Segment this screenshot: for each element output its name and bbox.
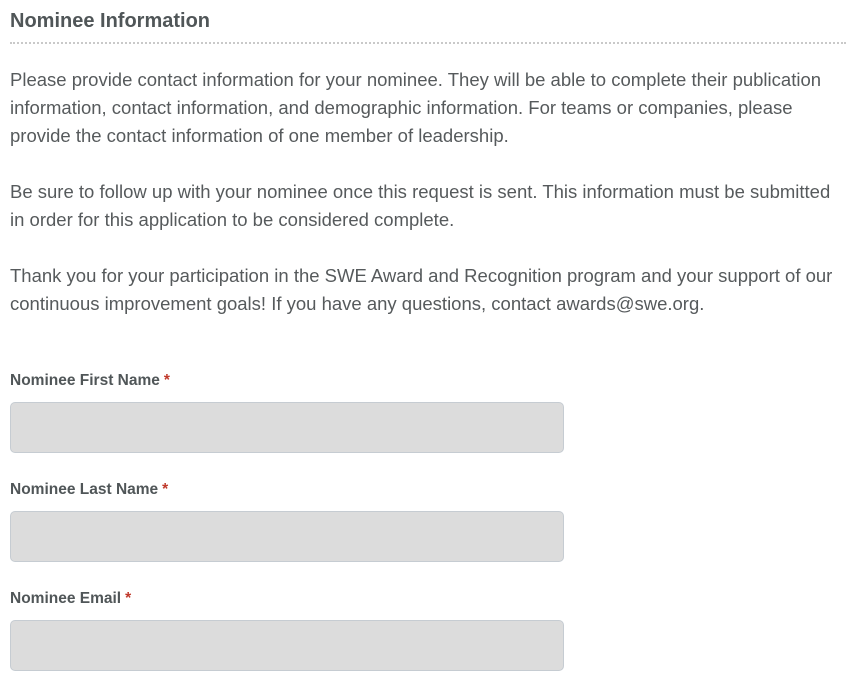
section-divider [10, 42, 846, 44]
thank-you-paragraph: Thank you for your participation in the SWE Award and Recognition program and your support of our continuous improvement goals! If you have any questions, contact awards@swe.org. [10, 265, 833, 314]
nominee-first-name-group [10, 371, 566, 453]
nominee-last-name-input[interactable] [10, 511, 564, 562]
required-marker: * [162, 481, 169, 498]
nominee-last-name-label-text: Nominee Last Name [10, 481, 159, 498]
nominee-email-group [10, 589, 566, 671]
nominee-information-section [10, 0, 846, 318]
nominee-email-input[interactable] [10, 620, 564, 671]
nominee-email-label-text: Nominee Email [10, 590, 122, 607]
nominee-first-name-label [10, 371, 566, 391]
follow-up-paragraph: Be sure to follow up with your nominee once this request is sent. This information must be submitted in order for this application to be considered complete. [10, 181, 831, 230]
nominee-email-label [10, 589, 566, 609]
required-marker: * [163, 372, 170, 389]
required-marker: * [125, 590, 132, 607]
section-title: Nominee Information [10, 10, 211, 32]
nominee-first-name-input[interactable] [10, 402, 564, 453]
nominee-last-name-label [10, 480, 566, 500]
nominee-last-name-group [10, 480, 566, 562]
nominee-first-name-label-text: Nominee First Name [10, 372, 160, 389]
intro-paragraph: Please provide contact information for your nominee. They will be able to complete their publication information, contact information, and demographic information. For teams or companies, please provide the contact information of one member of leadership. [10, 69, 822, 146]
